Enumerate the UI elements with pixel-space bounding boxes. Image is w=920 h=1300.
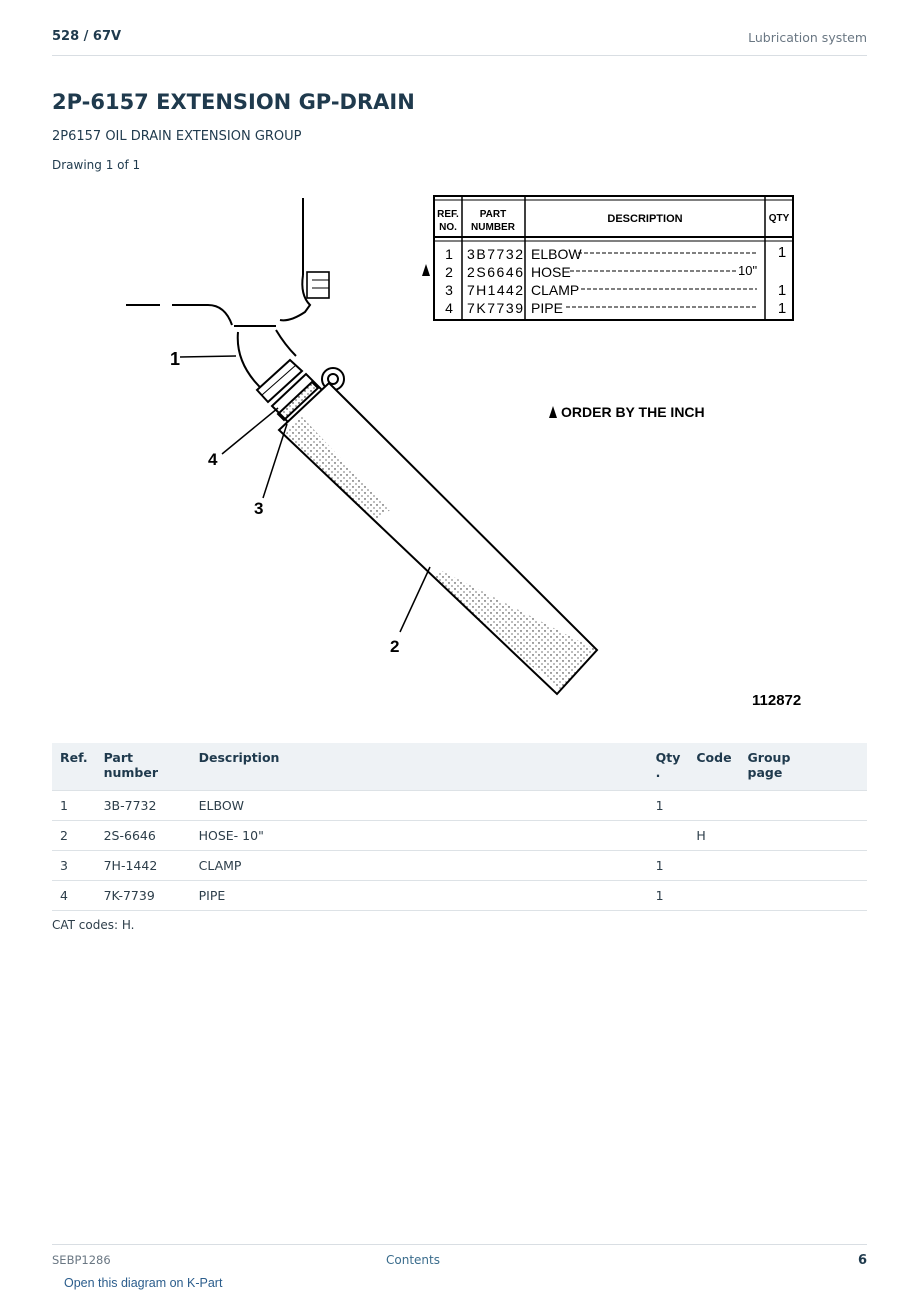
inset-header-part-1: PART <box>479 209 507 220</box>
cell-code <box>688 791 739 821</box>
cell-ref: 3 <box>52 851 96 881</box>
cell-part-number: 7H-1442 <box>96 851 191 881</box>
section-label: Lubrication system <box>748 30 867 45</box>
col-group-page <box>740 743 867 791</box>
inset-desc: HOSE <box>531 264 571 280</box>
cell-description: PIPE <box>191 881 648 911</box>
model-label: 528 / 67V <box>52 29 122 44</box>
cell-ref: 1 <box>52 791 96 821</box>
inset-desc: PIPE <box>531 300 563 316</box>
col-group-line2: page <box>747 765 783 780</box>
cell-part-number: 3B-7732 <box>96 791 191 821</box>
table-row <box>52 881 867 911</box>
doc-id: SEBP1286 <box>52 1253 111 1267</box>
col-code: Code <box>688 743 739 791</box>
cell-code <box>688 881 739 911</box>
drawing-count: Drawing 1 of 1 <box>52 158 141 172</box>
cell-description: CLAMP <box>191 851 648 881</box>
order-marker-icon <box>422 264 430 276</box>
col-part-number: Part number <box>96 743 191 791</box>
pipe-part <box>279 383 597 694</box>
col-group-line1: Group <box>747 750 791 765</box>
contents-link[interactable]: Contents <box>386 1253 440 1267</box>
cell-qty: 1 <box>648 791 689 821</box>
col-ref: Ref. <box>52 743 96 791</box>
cell-group-page <box>740 821 867 851</box>
inset-part: 7H1442 <box>467 282 523 298</box>
inset-qty: 1 <box>777 282 787 299</box>
page-title: 2P-6157 EXTENSION GP-DRAIN <box>52 90 415 114</box>
order-note-text: ORDER BY THE INCH <box>561 404 705 420</box>
col-description: Description <box>191 743 648 791</box>
inset-part: 3B7732 <box>467 246 523 262</box>
inset-qty: 1 <box>777 244 787 261</box>
inset-desc: CLAMP <box>531 282 580 298</box>
page-number: 6 <box>857 1253 867 1268</box>
cell-qty: 1 <box>648 881 689 911</box>
callout-2: 2 <box>390 637 400 656</box>
inset-ref: 3 <box>445 282 453 298</box>
cat-codes-note: CAT codes: H. <box>52 918 135 932</box>
cell-description: HOSE- 10" <box>191 821 648 851</box>
inset-header-desc: DESCRIPTION <box>607 213 683 225</box>
page-subtitle: 2P6157 OIL DRAIN EXTENSION GROUP <box>52 129 302 144</box>
table-row <box>52 851 867 881</box>
engine-housing-outline <box>126 198 329 325</box>
cell-group-page <box>740 791 867 821</box>
page-header <box>52 29 867 56</box>
order-note-marker-icon <box>549 406 557 418</box>
table-row <box>52 821 867 851</box>
callout-1: 1 <box>170 349 181 369</box>
inset-qty: 1 <box>777 300 787 317</box>
callout-3: 3 <box>254 499 264 518</box>
col-qty-line1: Qty <box>655 750 681 765</box>
page-footer <box>52 1244 867 1273</box>
inset-part: 2S6646 <box>467 264 523 280</box>
inset-parts-table <box>422 196 793 320</box>
callout-4: 4 <box>208 450 218 469</box>
cell-group-page <box>740 881 867 911</box>
inset-ref: 4 <box>445 300 453 316</box>
parts-table <box>52 743 867 911</box>
cell-ref: 2 <box>52 821 96 851</box>
inset-desc: ELBOW <box>531 246 582 262</box>
kpart-link[interactable]: Open this diagram on K-Part <box>64 1276 223 1290</box>
inset-header-part-2: NUMBER <box>471 222 515 233</box>
table-header-row <box>52 743 867 791</box>
inset-header-ref-2: NO. <box>439 222 457 233</box>
cell-ref: 4 <box>52 881 96 911</box>
illustration-number: 112872 <box>752 692 802 709</box>
cell-code: H <box>688 821 739 851</box>
col-qty-line2: . <box>655 765 661 780</box>
cell-qty <box>648 821 689 851</box>
inset-ref: 2 <box>445 264 453 280</box>
cell-code <box>688 851 739 881</box>
cell-part-number: 2S-6646 <box>96 821 191 851</box>
cell-qty: 1 <box>648 851 689 881</box>
parts-diagram <box>100 180 820 725</box>
cell-description: ELBOW <box>191 791 648 821</box>
inset-note: 10" <box>738 263 758 278</box>
inset-header-ref-1: REF. <box>437 209 459 220</box>
inset-header-qty: QTY <box>768 213 790 224</box>
cell-group-page <box>740 851 867 881</box>
inset-part: 7K7739 <box>467 300 523 316</box>
col-qty <box>648 743 689 791</box>
table-row <box>52 791 867 821</box>
inset-ref: 1 <box>445 246 453 262</box>
cell-part-number: 7K-7739 <box>96 881 191 911</box>
order-note <box>549 404 705 420</box>
